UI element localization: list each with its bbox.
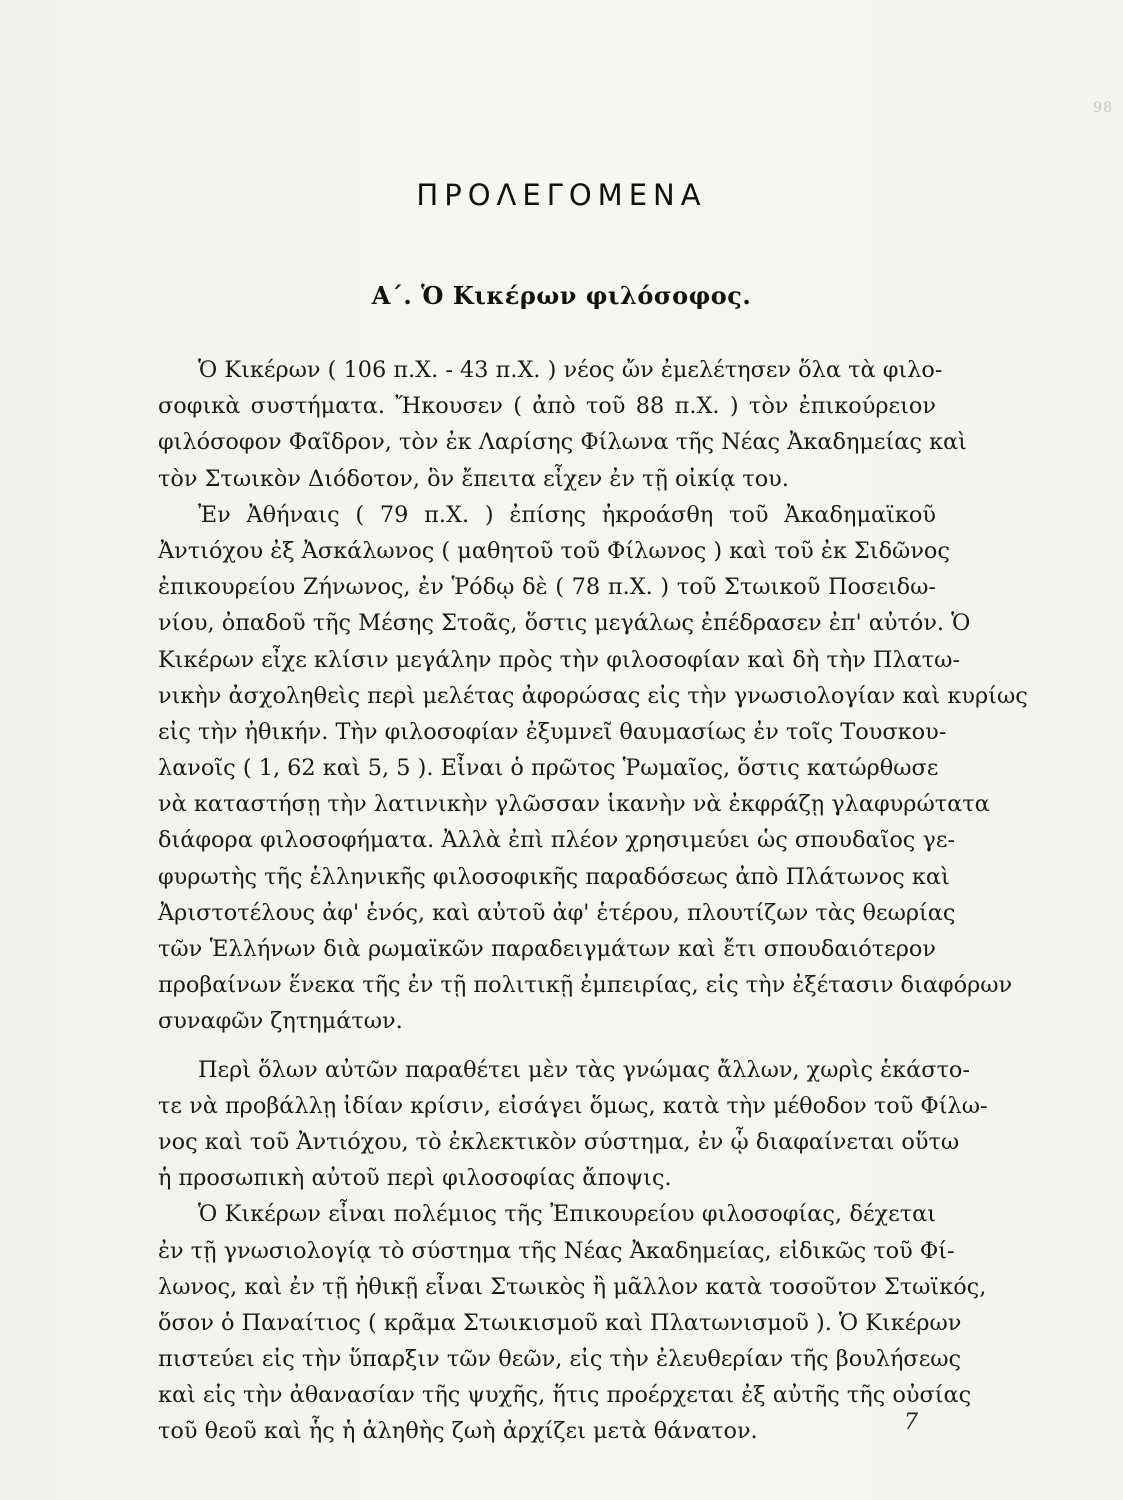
text-line: νίου, ὀπαδοῦ τῆς Μέσης Στοᾶς, ὅστις μεγάλως ἐπέδρασεν ἐπ' αὐτόν. Ὁ (158, 610, 971, 637)
text-line: φιλόσοφον Φαῖδρον, τὸν ἐκ Λαρίσης Φίλωνα τῆς Νέας Ἀκαδημείας καὶ (158, 429, 967, 456)
text-line: συναφῶν ζητημάτων. (158, 1008, 403, 1035)
paragraph-3 (158, 1052, 988, 1197)
section-heading: Α΄. Ὁ Κικέρων φιλόσοφος. (371, 281, 752, 310)
text-line: ἐν τῇ γνωσιολογίᾳ τὸ σύστημα τῆς Νέας Ἀκαδημείας, εἰδικῶς τοῦ Φί- (158, 1237, 955, 1264)
text-line: Ὁ Κικέρων εἶναι πολέμιος τῆς Ἐπικουρείου φιλοσοφίας, δέχεται (198, 1201, 936, 1228)
paragraph-2 (158, 497, 1028, 1040)
text-line: σοφικὰ συστήματα. Ἤκουσεν ( ἀπὸ τοῦ 88 π.Χ. ) τὸν ἐπικούρειον (158, 393, 936, 420)
text-line: νικὴν ἀσχοληθεὶς περὶ μελέτας ἀφορώσας εἰς τὴν γνωσιολογίαν καὶ κυρίως (158, 682, 1028, 709)
text-line: καὶ εἰς τὴν ἀθανασίαν τῆς ψυχῆς, ἥτις προέρχεται ἐξ αὐτῆς τῆς οὐσίας (158, 1382, 972, 1409)
paragraph-gap (158, 1040, 936, 1052)
text-line: προβαίνων ἕνεκα τῆς ἐν τῇ πολιτικῇ ἐμπειρίας, εἰς τὴν ἐξέτασιν διαφόρων (158, 972, 1013, 999)
text-line: Ὁ Κικέρων ( 106 π.Χ. - 43 π.Χ. ) νέος ὤν ἐμελέτησεν ὅλα τὰ φιλο- (198, 357, 943, 383)
text-line: νὰ καταστήσῃ τὴν λατινικὴν γλῶσσαν ἱκανὴν νὰ ἐκφράζῃ γλαφυρώτατα (158, 791, 990, 818)
page-number: 7 (904, 1410, 918, 1435)
paragraph-4 (158, 1196, 987, 1449)
text-line: λωνος, καὶ ἐν τῇ ἠθικῇ εἶναι Στωικὸς ἢ μᾶλλον κατὰ τοσοῦτον Στωϊκός, (158, 1273, 987, 1300)
text-line: διάφορα φιλοσοφήματα. Ἀλλὰ ἐπὶ πλέον χρησιμεύει ὡς σπουδαῖος γε- (158, 827, 956, 854)
text-line: Κικέρων εἶχε κλίσιν μεγάλην πρὸς τὴν φιλοσοφίαν καὶ δὴ τὴν Πλατω- (158, 646, 961, 673)
text-line: λανοῖς ( 1, 62 καὶ 5, 5 ). Εἶναι ὁ πρῶτος Ῥωμαῖος, ὅστις κατώρθωσε (158, 755, 939, 782)
bleed-through-page-number: 98 (1093, 100, 1113, 116)
text-line: πιστεύει εἰς τὴν ὕπαρξιν τῶν θεῶν, εἰς τὴν ἐλευθερίαν τῆς βουλήσεως (158, 1346, 962, 1373)
text-line: Ἐν Ἀθήναις ( 79 π.Χ. ) ἐπίσης ἠκροάσθη τοῦ Ἀκαδημαϊκοῦ (198, 501, 936, 528)
text-line: ἐπικουρείου Ζήνωνος, ἐν Ῥόδῳ δὲ ( 78 π.Χ. ) τοῦ Στωικοῦ Ποσειδω- (158, 574, 936, 601)
text-line: τοῦ θεοῦ καὶ ἧς ἡ ἀληθὴς ζωὴ ἀρχίζει μετὰ θάνατον. (158, 1418, 758, 1445)
text-line: ἡ προσωπικὴ αὐτοῦ περὶ φιλοσοφίας ἄποψις. (158, 1165, 672, 1192)
text-line: νος καὶ τοῦ Ἀντιόχου, τὸ ἐκλεκτικὸν σύστημα, ἐν ᾧ διαφαίνεται οὕτω (158, 1128, 960, 1155)
page-title: ΠΡΟΛΕΓΟΜΕΝΑ (416, 178, 707, 212)
text-line: Ἀντιόχου ἐξ Ἀσκάλωνος ( μαθητοῦ τοῦ Φίλωνος ) καὶ τοῦ ἐκ Σιδῶνος (158, 537, 950, 564)
text-line: εἰς τὴν ἠθικήν. Τὴν φιλοσοφίαν ἐξυμνεῖ θαυμασίως ἐν τοῖς Τουσκου- (158, 718, 947, 745)
paragraph-1 (158, 352, 967, 497)
text-line: τὸν Στωικὸν Διόδοτον, ὃν ἔπειτα εἶχεν ἐν τῇ οἰκίᾳ του. (158, 465, 789, 492)
text-line: φυρωτὴς τῆς ἑλληνικῆς φιλοσοφικῆς παραδόσεως ἀπὸ Πλάτωνος καὶ (158, 863, 950, 890)
body-text (158, 352, 1028, 1450)
text-line: τε νὰ προβάλλῃ ἰδίαν κρίσιν, εἰσάγει ὅμως, κατὰ τὴν μέθοδον τοῦ Φίλω- (158, 1092, 988, 1119)
text-line: τῶν Ἑλλήνων διὰ ρωμαϊκῶν παραδειγμάτων καὶ ἔτι σπουδαιότερον (158, 936, 936, 962)
text-line: ὅσον ὁ Παναίτιος ( κρᾶμα Στωικισμοῦ καὶ Πλατωνισμοῦ ). Ὁ Κικέρων (158, 1309, 962, 1336)
text-line: Περὶ ὅλων αὐτῶν παραθέτει μὲν τὰς γνώμας ἄλλων, χωρὶς ἑκάστο- (198, 1056, 970, 1083)
text-line: Ἀριστοτέλους ἀφ' ἑνός, καὶ αὐτοῦ ἀφ' ἑτέρου, πλουτίζων τὰς θεωρίας (158, 899, 956, 926)
